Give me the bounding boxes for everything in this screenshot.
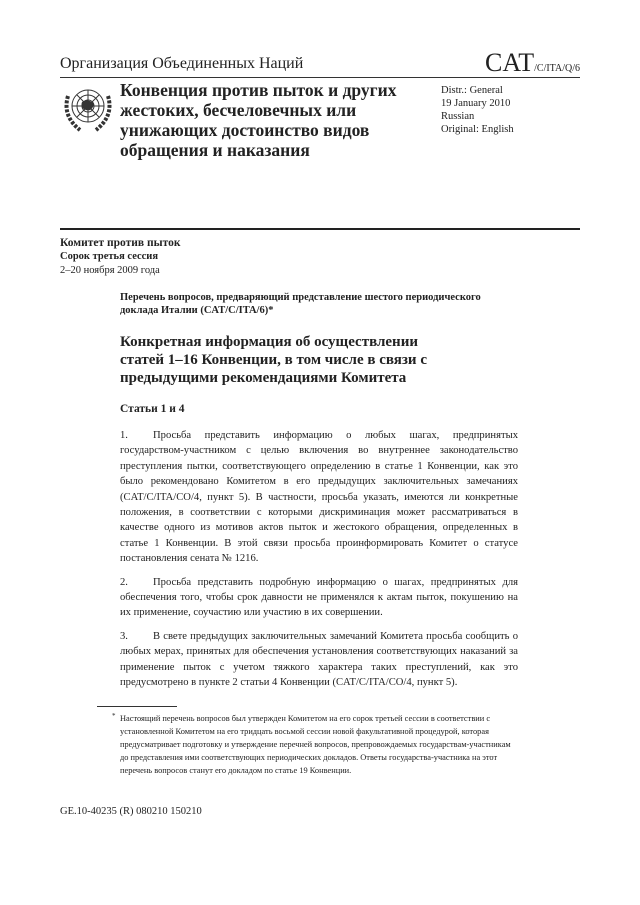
language: Russian — [441, 111, 475, 122]
footnote-divider — [97, 706, 177, 707]
paragraph — [120, 428, 518, 567]
session: Сорок третья сессия — [60, 251, 159, 262]
paragraph-text: В свете предыдущих заключительных замечаний Комитета просьба сообщить о любых мерах, принятых для обеспечения установления соответствующих наказаний за применение пыток с учетом тяжкого характера таких преступлений, как это предусмотрено в пункте 2 статьи 4 Конвенции (CAT/C/ITA/CO/4, пункт 5). — [120, 630, 518, 689]
paragraph — [120, 575, 518, 621]
distr: Distr.: General — [441, 85, 503, 96]
paragraphs — [120, 428, 518, 699]
document-symbol — [485, 48, 580, 78]
paragraph-text: Просьба представить подробную информацию о шагах, предпринятых для обеспечения того, чтобы срок давности не применялся к актам пыток, покушению на их применение, соучастию или участию в их совершении. — [120, 576, 518, 619]
committee-name: Комитет против пыток — [60, 237, 181, 249]
session-dates: 2–20 ноября 2009 года — [60, 265, 160, 276]
articles-heading: Статьи 1 и 4 — [120, 403, 185, 415]
convention-title: Конвенция против пыток и других жестоких, бесчеловечных или унижающих достоинство видов обращения и наказания — [120, 80, 397, 160]
footnote-marker: * — [112, 712, 116, 720]
header-divider — [60, 77, 580, 78]
date: 19 January 2010 — [441, 98, 511, 109]
paragraph-text: Просьба представить информацию о любых шагах, предпринятых государством-участником с целью включения во внутреннее законодательство преступления пытки, соответствующего определению в статье 1 Конвенции, как это было рекомендовано Комитетом в его предыдущих заключительных замечаниях (CAT/C/ITA/CO/4, пункт 5). В частности, просьба указать, имеются ли конкретные положения, в соответствии с которыми дискриминация может рассматриваться в качестве одного из мотивов актов пыток и жестокого обращения, определенных в статье 1 Конвенции. В этой связи просьба проинформировать Комитет о статусе постановления сената № 1216. — [120, 430, 518, 565]
distribution-block — [441, 84, 514, 136]
symbol-suffix: /C/ITA/Q/6 — [534, 63, 580, 74]
paragraph-number: 3. — [120, 630, 128, 642]
un-emblem-icon — [62, 82, 114, 134]
paragraph — [120, 629, 518, 691]
title-divider — [60, 228, 580, 230]
footnote — [112, 712, 520, 777]
committee-block — [60, 236, 181, 278]
organization-name: Организация Объединенных Наций — [60, 55, 304, 72]
section-heading: Конкретная информация об осуществлении статей 1–16 Конвенции, в том числе в связи с предыдущими рекомендациями Комитета — [120, 334, 427, 386]
paragraph-number: 1. — [120, 430, 128, 441]
list-title: Перечень вопросов, предваряющий представление шестого периодического доклада Италии (CAT/C/ITA/6)* — [120, 292, 481, 316]
footnote-text: Настоящий перечень вопросов был утвержден Комитетом на его сорок третьей сессии в соответствии с установленной Комитетом на его тридцать восьмой сессии новой факультативной процедурой, которая предусматривает подготовку и утверждение перечней вопросов, препровождаемых государствам-участникам до представления ими соответствующих периодических докладов. Ответы государства-участника на этот перечень вопросов станут его докладом по статье 19 Конвенции. — [120, 714, 511, 775]
symbol-main: CAT — [485, 48, 535, 77]
paragraph-number: 2. — [120, 576, 128, 588]
original-language: Original: English — [441, 124, 514, 135]
job-number: GE.10-40235 (R) 080210 150210 — [60, 806, 202, 817]
